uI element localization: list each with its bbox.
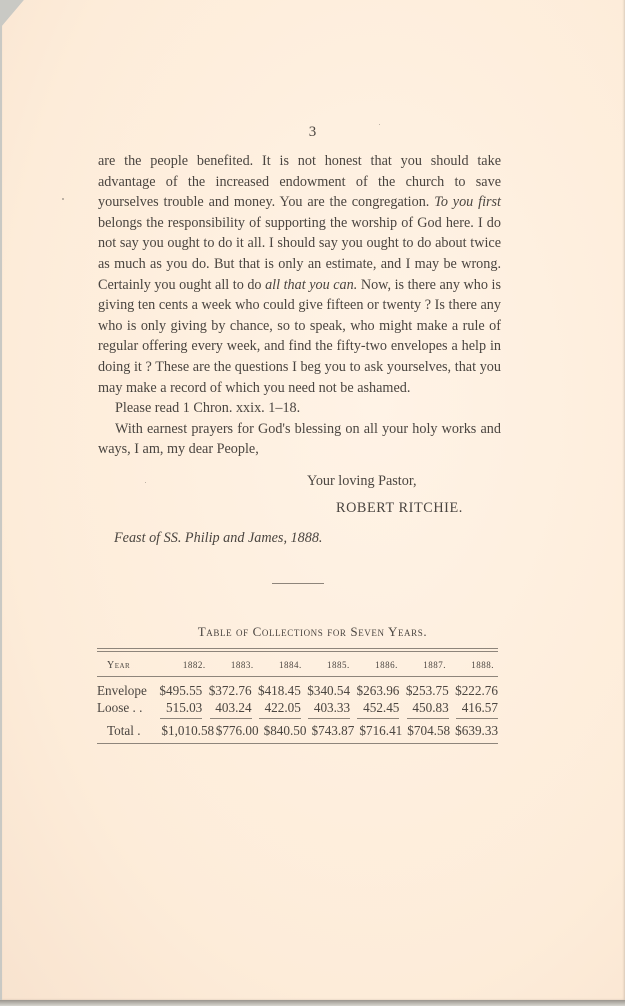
header-year: 1885. [327, 660, 350, 670]
text-run: belongs the responsibility of supporting the worship of God here. I do not say you ought to do it all. I should say you ought to do about twice as much as you do. But that is only an estimate, and I may be wrong. Certainly you ought all to do [98, 214, 501, 293]
header-year: 1884. [278, 660, 302, 670]
table-cell: 515.03 [166, 700, 203, 715]
text-run: With earnest prayers for God's blessing on all your holy works and ways, I am, my dear People, [98, 420, 501, 458]
table-cell: $340.54 [307, 683, 351, 698]
header-year: 1886. [375, 660, 398, 670]
table-cell: $495.55 [159, 683, 203, 698]
sum-rule [357, 718, 399, 719]
header-year-label: Year [107, 660, 131, 671]
closing-salutation: Your loving Pastor, [307, 473, 417, 489]
letter-body [98, 151, 501, 460]
header-year: 1882. [182, 660, 206, 670]
table-row-envelope [97, 677, 498, 699]
table-cell: $253.75 [405, 683, 449, 698]
collections-table [97, 648, 498, 744]
table-row-total [97, 721, 498, 741]
table-cell: 450.83 [412, 700, 449, 715]
sum-rule [407, 718, 449, 719]
table-cell: $1,010.58 [161, 723, 215, 738]
paper-speck [145, 482, 146, 483]
sum-rule [456, 718, 498, 719]
table-header-row [97, 652, 498, 676]
table-cell: $418.45 [257, 683, 301, 698]
paragraph-blessing [98, 419, 501, 460]
table-cell: $840.50 [263, 723, 307, 738]
italic-emphasis: To you first [434, 194, 501, 211]
table-cell: $776.00 [215, 723, 259, 738]
table-cell: $222.76 [455, 683, 498, 698]
table-cell: $704.58 [407, 723, 451, 738]
table-cell: 403.24 [215, 700, 252, 715]
sum-rule [210, 718, 252, 719]
section-divider [272, 583, 324, 584]
table-cell: 416.57 [461, 700, 498, 715]
header-year: 1887. [423, 660, 446, 670]
header-year: 1888. [471, 660, 495, 670]
signature: ROBERT RITCHIE. [336, 500, 463, 516]
text-run: Now, is there any who is giving ten cents a week who could give fifteen or twenty ? Is there any who is only giving by chance, so to speak, who might make a rule of regular offering every week, and find the fifty-two envelopes a help in doing it ? These are the questions I beg you to ask yourselves, that you may make a record of which you need not be ashamed. [98, 276, 501, 396]
table-title: Table of Collections for Seven Years. [197, 624, 428, 639]
text-run: are the people benefited. It is not honest that you should take advantage of the increased endowment of the church to save yourselves trouble and money. You are the congregation. [98, 153, 501, 211]
page-number: 3 [308, 124, 317, 140]
table-cell: $639.33 [455, 723, 499, 738]
sum-rule [160, 718, 202, 719]
table-bottom-rule [97, 743, 498, 744]
page-edge-shadow [0, 1000, 625, 1006]
header-year: 1883. [230, 660, 254, 670]
text-run: Please read 1 Chron. xxix. 1–18. [115, 400, 301, 417]
row-label: Envelope [97, 683, 147, 698]
paragraph-main [98, 151, 501, 398]
table-cell: $263.96 [356, 683, 400, 698]
table-cell: $716.41 [359, 723, 403, 738]
row-label: Loose . . [97, 700, 143, 715]
table-cell: 452.45 [363, 700, 400, 715]
sum-rule [259, 718, 301, 719]
table-cell: $743.87 [311, 723, 355, 738]
italic-emphasis: all that you can. [265, 276, 358, 293]
paper-speck [62, 198, 64, 200]
table-cell: 422.05 [264, 700, 301, 715]
dateline: Feast of SS. Philip and James, 1888. [114, 530, 323, 546]
table-cell: $372.76 [208, 683, 252, 698]
table-cell: 403.33 [313, 700, 351, 715]
table-row-loose [97, 699, 498, 716]
paragraph-scripture-reference [98, 398, 501, 419]
sum-rule [308, 718, 350, 719]
row-label: Total . [107, 723, 141, 738]
